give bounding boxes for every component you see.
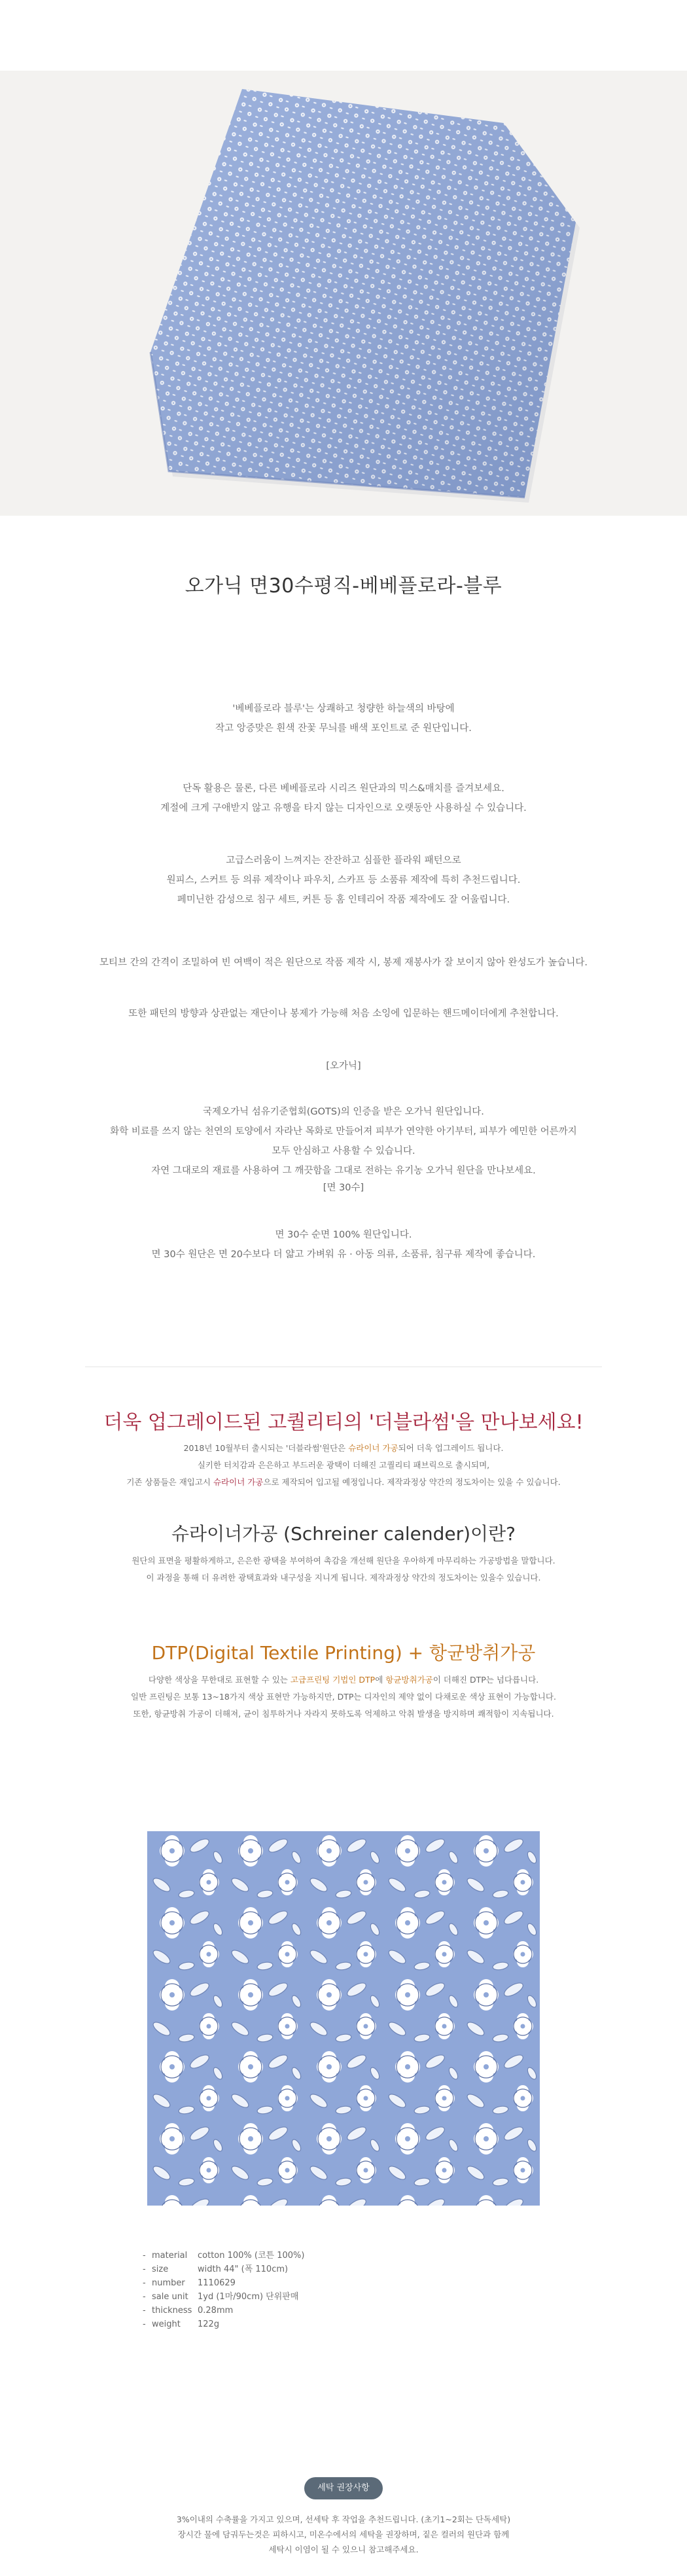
dtp-heading: DTP(Digital Textile Printing) + 항균방취가공 — [151, 1642, 536, 1664]
organic-line: 모두 안심하고 사용할 수 있습니다. — [272, 1146, 415, 1156]
care-badge: 세탁 권장사항 — [304, 2477, 383, 2499]
spec-table — [143, 2249, 535, 2331]
spec-value: 1110629 — [198, 2278, 236, 2288]
spec-label: - number — [143, 2276, 198, 2290]
spec-value: width 44" (폭 110cm) — [198, 2264, 289, 2274]
intro-line: 작고 앙증맞은 흰색 잔꽃 무늬를 배색 포인트로 준 원단입니다. — [215, 723, 472, 734]
spec-row-weight — [143, 2317, 535, 2331]
spec-label: - weight — [143, 2317, 198, 2331]
beginner-text — [0, 1004, 687, 1024]
organic-text — [0, 1102, 687, 1181]
spec-label: - material — [143, 2249, 198, 2263]
motif-line: 모티브 간의 간격이 조밀하여 빈 여백이 적은 원단으로 작품 제작 시, 봉제 재봉사가 잘 보이지 않아 완성도가 높습니다. — [99, 957, 588, 968]
beginner-line: 또한 패턴의 방향과 상관없는 재단이나 봉제가 가능해 처음 소잉에 입문하는 핸드메이더에게 추천합니다. — [128, 1009, 559, 1019]
schreiner-heading: 슈라이너가공 (Schreiner calender)이란? — [171, 1523, 516, 1545]
spec-label: - size — [143, 2263, 198, 2276]
hero-fabric-photo — [0, 71, 687, 516]
spec-value: cotton 100% (코튼 100%) — [198, 2251, 305, 2261]
product-title: 오가닉 면30수평직-베베플로라-블루 — [185, 575, 502, 598]
intro-line: '베베플로라 블루'는 상쾌하고 청량한 하늘색의 바탕에 — [232, 704, 455, 714]
dtp-line: 일반 프린팅은 보통 13~18가지 색상 표현만 가능하지만, DTP는 디자인의 제약 없이 다채로운 색상 표현이 가능합니다. — [131, 1692, 556, 1702]
organic-line: 국제오가닉 섬유기준협회(GOTS)의 인증을 받은 오가닉 원단입니다. — [203, 1107, 484, 1117]
spec-label: - thickness — [143, 2304, 198, 2317]
cotton-text — [0, 1225, 687, 1264]
mood-line: 고급스러움이 느껴지는 잔잔하고 심플한 플라워 패턴으로 — [226, 855, 461, 866]
fabric-swatch-photo — [147, 1831, 540, 2206]
fabric-swatch-image — [147, 1831, 540, 2206]
spec-row-material — [143, 2249, 535, 2263]
organic-line: 화학 비료를 쓰지 않는 천연의 토양에서 자라난 목화로 만들어져 피부가 연약한 아기부터, 피부가 예민한 어른까지 — [110, 1126, 577, 1137]
usage-line: 단독 활용은 물론, 다른 베베플로라 시리즈 원단과의 믹스&매치를 즐겨보세요. — [183, 783, 504, 794]
dtp-line: 또한, 항균방취 가공이 더해져, 균이 침투하거나 자라지 못하도록 억제하고 악취 발생을 방지하며 쾌적함이 지속됩니다. — [133, 1709, 554, 1719]
upgrade-line: 기존 상품들은 재입고시 슈라이너 가공으로 제작되어 입고될 예정입니다. 제작과정상 약간의 정도차이는 있을 수 있습니다. — [126, 1477, 561, 1487]
usage-text — [0, 779, 687, 818]
spec-row-thickness — [143, 2304, 535, 2317]
mood-line: 페미닌한 감성으로 침구 세트, 커튼 등 홈 인테리어 작품 제작에도 잘 어울립니다. — [177, 895, 510, 905]
spec-label: - sale unit — [143, 2290, 198, 2304]
motif-text — [0, 953, 687, 973]
folded-fabric-image — [0, 71, 687, 516]
cotton-line: 면 30수 순면 100% 원단입니다. — [275, 1230, 412, 1240]
dtp-text — [0, 1672, 687, 1723]
care-line: 3%이내의 수축률을 가지고 있으며, 선세탁 후 작업을 추천드립니다. (초기1~2회는 단독세탁) — [176, 2514, 511, 2524]
organic-tag-label: [오가닉] — [326, 1061, 361, 1071]
dtp-line: 다양한 색상을 무한대로 표현할 수 있는 고급프린팅 기법인 DTP에 항균방취가공이 더해진 DTP는 넘다릅니다. — [148, 1675, 539, 1685]
schreiner-text — [0, 1552, 687, 1586]
upgrade-line: 2018년 10월부터 출시되는 '더블라썸'원단은 슈라이너 가공되어 더욱 업그레이드 됩니다. — [183, 1443, 504, 1453]
spec-value: 0.28mm — [198, 2306, 234, 2316]
mood-line: 원피스, 스커트 등 의류 제작이나 파우치, 스카프 등 소품류 제작에 특히 추천드립니다. — [166, 875, 521, 885]
spec-row-size — [143, 2263, 535, 2276]
intro-text — [0, 699, 687, 738]
care-line: 세탁시 이염이 될 수 있으니 참고해주세요. — [268, 2545, 419, 2554]
spec-row-number — [143, 2276, 535, 2290]
spec-value: 1yd (1마/90cm) 단위판매 — [198, 2292, 299, 2302]
usage-line: 계절에 크게 구애받지 않고 유행을 타지 않는 디자인으로 오랫동안 사용하실 수 있습니다. — [160, 803, 527, 814]
mood-text — [0, 851, 687, 910]
upgrade-text — [0, 1440, 687, 1491]
care-text — [0, 2512, 687, 2557]
organic-tag — [0, 1056, 687, 1076]
organic-line: 자연 그대로의 재료를 사용하여 그 깨끗함을 그대로 전하는 유기농 오가닉 원단을 만나보세요. — [151, 1166, 536, 1176]
spec-value: 122g — [198, 2319, 220, 2329]
care-line: 장시간 물에 담궈두는것은 피하시고, 미온수에서의 세탁을 권장하며, 짙은 컬러의 원단과 함께 — [177, 2530, 510, 2539]
cotton-tag — [0, 1178, 687, 1198]
schreiner-line: 이 과정을 통해 더 유려한 광택효과와 내구성을 지니게 됩니다. 제작과정상 약간의 정도차이는 있을수 있습니다. — [146, 1573, 541, 1583]
cotton-tag-label: [면 30수] — [323, 1183, 364, 1193]
spec-row-sale-unit — [143, 2290, 535, 2304]
schreiner-line: 원단의 표면을 평활하게하고, 은은한 광택을 부여하여 촉감을 개선해 원단을 우아하게 마무리하는 가공방법을 말합니다. — [132, 1556, 555, 1565]
upgrade-heading: 더욱 업그레이드된 고퀄리티의 '더블라썸'을 만나보세요! — [103, 1411, 584, 1434]
upgrade-line: 실키한 터치감과 은은하고 부드러운 광택이 더해진 고퀄리티 패브릭으로 출시되며, — [197, 1460, 490, 1470]
cotton-line: 면 30수 원단은 면 20수보다 더 얇고 가벼워 유 · 아동 의류, 소품류, 침구류 제작에 좋습니다. — [151, 1249, 536, 1260]
